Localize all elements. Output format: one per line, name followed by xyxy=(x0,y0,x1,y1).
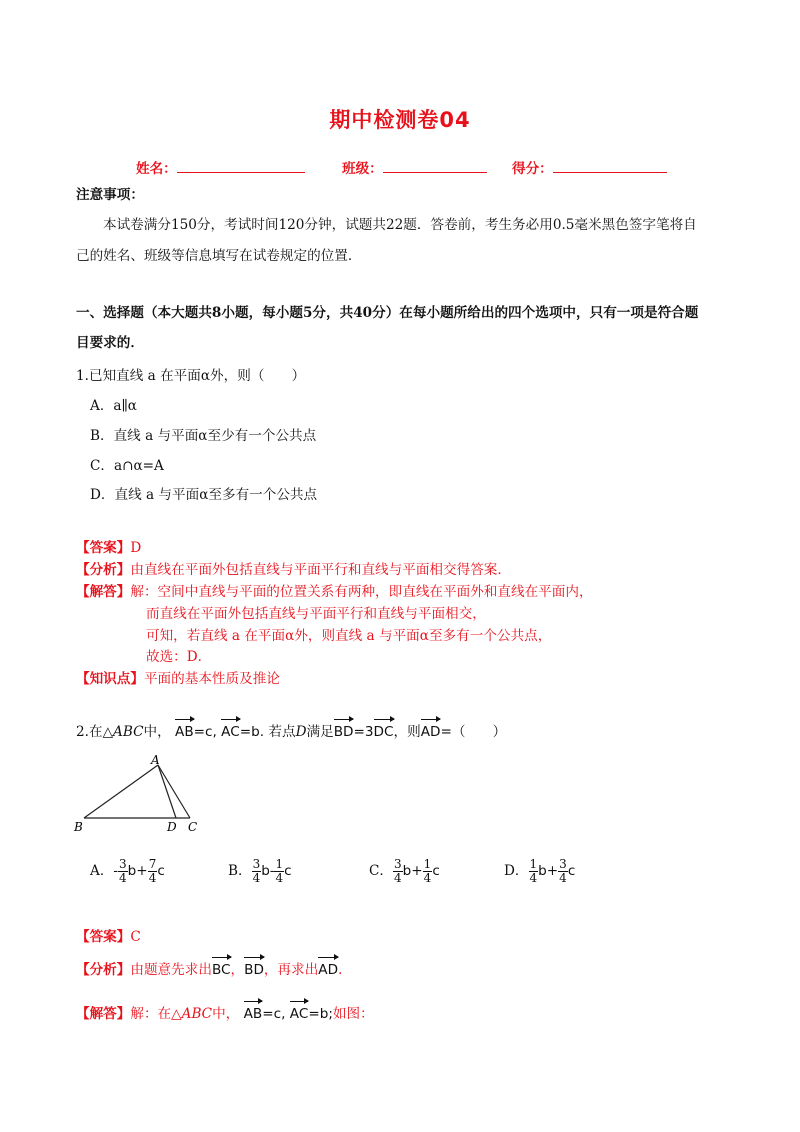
vector-c: c xyxy=(567,863,576,879)
q2-stem-tail: =（ ） xyxy=(440,724,507,740)
q1-option-d: D．直线 a 与平面α至多有一个公共点 xyxy=(90,487,318,503)
q2-option-a xyxy=(90,858,165,885)
option-letter: D． xyxy=(504,863,529,879)
q2-vector-ac: AC xyxy=(221,724,240,740)
sign: - xyxy=(269,863,275,879)
sign: + xyxy=(411,863,423,879)
denominator: 4 xyxy=(275,871,284,885)
q2-analysis xyxy=(76,960,352,980)
option-letter: C． xyxy=(369,863,393,879)
q2-stem xyxy=(76,722,506,742)
numerator: 3 xyxy=(559,857,567,871)
q2-eq-3: =3 xyxy=(353,724,374,740)
q2-analysis-vector-ad: AD xyxy=(318,962,339,978)
q2-eq-c: =c, xyxy=(193,724,217,740)
q2-analysis-text: 由题意先求出 xyxy=(130,962,212,978)
numerator: 3 xyxy=(119,857,127,871)
name-field xyxy=(136,157,305,177)
q1-option-c: C．a∩α=A xyxy=(90,458,164,474)
option-letter: A． xyxy=(90,863,114,879)
numerator: 1 xyxy=(423,857,432,871)
q1-knowledge xyxy=(76,669,280,689)
vector-b: b xyxy=(261,863,270,879)
option-letter: B． xyxy=(228,863,252,879)
q2-answer xyxy=(76,927,141,947)
class-blank[interactable] xyxy=(383,159,487,173)
numerator: 1 xyxy=(529,857,538,871)
q2-option-c xyxy=(369,858,440,885)
q2-vector-ad: AD xyxy=(420,724,441,740)
notice-line-1: 本试卷满分150分，考试时间120分钟，试题共22题．答卷前，考生务必用0.5毫米黑色签字笔将自 xyxy=(103,217,697,233)
score-blank[interactable] xyxy=(553,159,667,173)
q2-solution-vector-ac: AC xyxy=(289,1006,309,1022)
q2-option-b xyxy=(228,858,292,885)
q2-solution-tag: 【解答】 xyxy=(76,1006,131,1022)
q1-option-b: B．直线 a 与平面α至少有一个公共点 xyxy=(90,428,317,444)
q1-answer xyxy=(76,538,141,558)
denominator: 4 xyxy=(423,871,432,885)
numerator: 1 xyxy=(275,857,284,871)
class-label: 班级： xyxy=(342,161,383,177)
q1-answer-tag: 【答案】 xyxy=(76,540,131,556)
q1-analysis-text: 由直线在平面外包括直线与平面平行和直线与平面相交得答案． xyxy=(130,562,511,578)
q1-solution-tag: 【解答】 xyxy=(76,584,131,600)
q2-stem-prefix: 2.在△ xyxy=(76,724,114,740)
numerator: 3 xyxy=(394,857,402,871)
class-field xyxy=(342,157,487,177)
score-field xyxy=(512,157,667,177)
triangle-figure xyxy=(70,755,210,835)
vector-b: b xyxy=(538,863,547,879)
vector-c: c xyxy=(157,863,165,879)
q2-analysis-text: ，再求出 xyxy=(263,962,319,978)
page-title: 期中检测卷04 xyxy=(329,108,471,132)
section-heading-line-2: 目要求的． xyxy=(76,335,144,351)
q2-eq-b: =b. xyxy=(239,724,265,740)
q1-option-a: A．a∥α xyxy=(90,398,137,414)
numerator: 7 xyxy=(148,857,157,871)
vector-c: c xyxy=(284,863,292,879)
q1-knowledge-text: 平面的基本性质及推论 xyxy=(143,671,280,687)
vertex-label-c: C xyxy=(188,820,198,834)
section-heading-line-1: 一、选择题（本大题共8小题，每小题5分，共40分）在每小题所给出的四个选项中，只有一项是符合题 xyxy=(76,305,699,321)
q2-analysis-text: ． xyxy=(338,962,352,978)
q2-analysis-vector-bc: BC xyxy=(211,962,231,978)
name-label: 姓名： xyxy=(136,161,177,177)
name-blank[interactable] xyxy=(177,159,305,173)
denominator: 4 xyxy=(252,871,261,885)
q2-stem-text: 满足 xyxy=(306,724,334,740)
vector-b: b xyxy=(127,863,137,879)
notice-line-2: 己的姓名、班级等信息填写在试卷规定的位置． xyxy=(76,248,362,264)
q2-solution-eq-c: =c, xyxy=(262,1006,286,1022)
vertex-label-b: B xyxy=(74,820,83,834)
q2-answer-value: C xyxy=(130,929,141,945)
q2-option-d xyxy=(504,858,575,885)
q2-analysis-text: ， xyxy=(230,962,245,978)
q1-solution-text-1: 解：空间中直线与平面的位置关系有两种，即直线在平面外和直线在平面内， xyxy=(130,584,593,600)
q2-solution xyxy=(76,1004,374,1024)
vertex-label-a: A xyxy=(151,755,160,767)
q1-analysis xyxy=(76,560,511,580)
q2-stem-text: 中， xyxy=(143,724,171,740)
q1-answer-value: D xyxy=(130,540,142,556)
q2-stem-text: ，则 xyxy=(393,724,421,740)
q1-solution-line-4: 故选：D． xyxy=(146,649,212,665)
q2-vector-ab: AB xyxy=(175,724,194,740)
q1-stem: 1.已知直线 a 在平面α外，则（ ） xyxy=(76,368,306,384)
numerator: 3 xyxy=(252,857,261,871)
q2-vector-bd: BD xyxy=(333,724,354,740)
vector-c: c xyxy=(432,863,440,879)
q2-solution-vector-ab: AB xyxy=(243,1006,263,1022)
q2-solution-text: 解：在△ xyxy=(130,1006,182,1022)
q1-knowledge-tag: 【知识点】 xyxy=(76,671,144,687)
denominator: 4 xyxy=(119,871,127,885)
q2-solution-triangle: ABC xyxy=(181,1006,213,1022)
denominator: 4 xyxy=(529,871,538,885)
q2-vector-dc: DC xyxy=(373,724,394,740)
q2-solution-text: 如图： xyxy=(332,1006,374,1022)
q1-analysis-tag: 【分析】 xyxy=(76,562,131,578)
vertex-label-d: D xyxy=(167,820,177,834)
sign: + xyxy=(546,863,559,879)
q2-solution-text: 中， xyxy=(212,1006,240,1022)
denominator: 4 xyxy=(148,871,157,885)
sign: - xyxy=(113,863,119,879)
q2-answer-tag: 【答案】 xyxy=(76,929,131,945)
q1-solution-line-1 xyxy=(76,582,593,602)
q2-triangle-name: ABC xyxy=(113,724,144,740)
q2-solution-eq-b: =b; xyxy=(308,1006,333,1022)
score-label: 得分： xyxy=(512,161,553,177)
q1-solution-line-2: 而直线在平面外包括直线与平面平行和直线与平面相交， xyxy=(146,606,486,622)
denominator: 4 xyxy=(394,871,402,885)
denominator: 4 xyxy=(559,871,567,885)
q2-analysis-vector-bd: BD xyxy=(244,962,264,978)
notice-heading: 注意事项： xyxy=(76,187,144,203)
q2-analysis-tag: 【分析】 xyxy=(76,962,131,978)
q2-stem-text: 若点 xyxy=(268,724,296,740)
q2-point-d: D xyxy=(295,724,307,740)
sign: + xyxy=(136,863,148,879)
vector-b: b xyxy=(402,863,412,879)
q1-solution-line-3: 可知，若直线 a 在平面α外，则直线 a 与平面α至多有一个公共点， xyxy=(146,628,552,644)
